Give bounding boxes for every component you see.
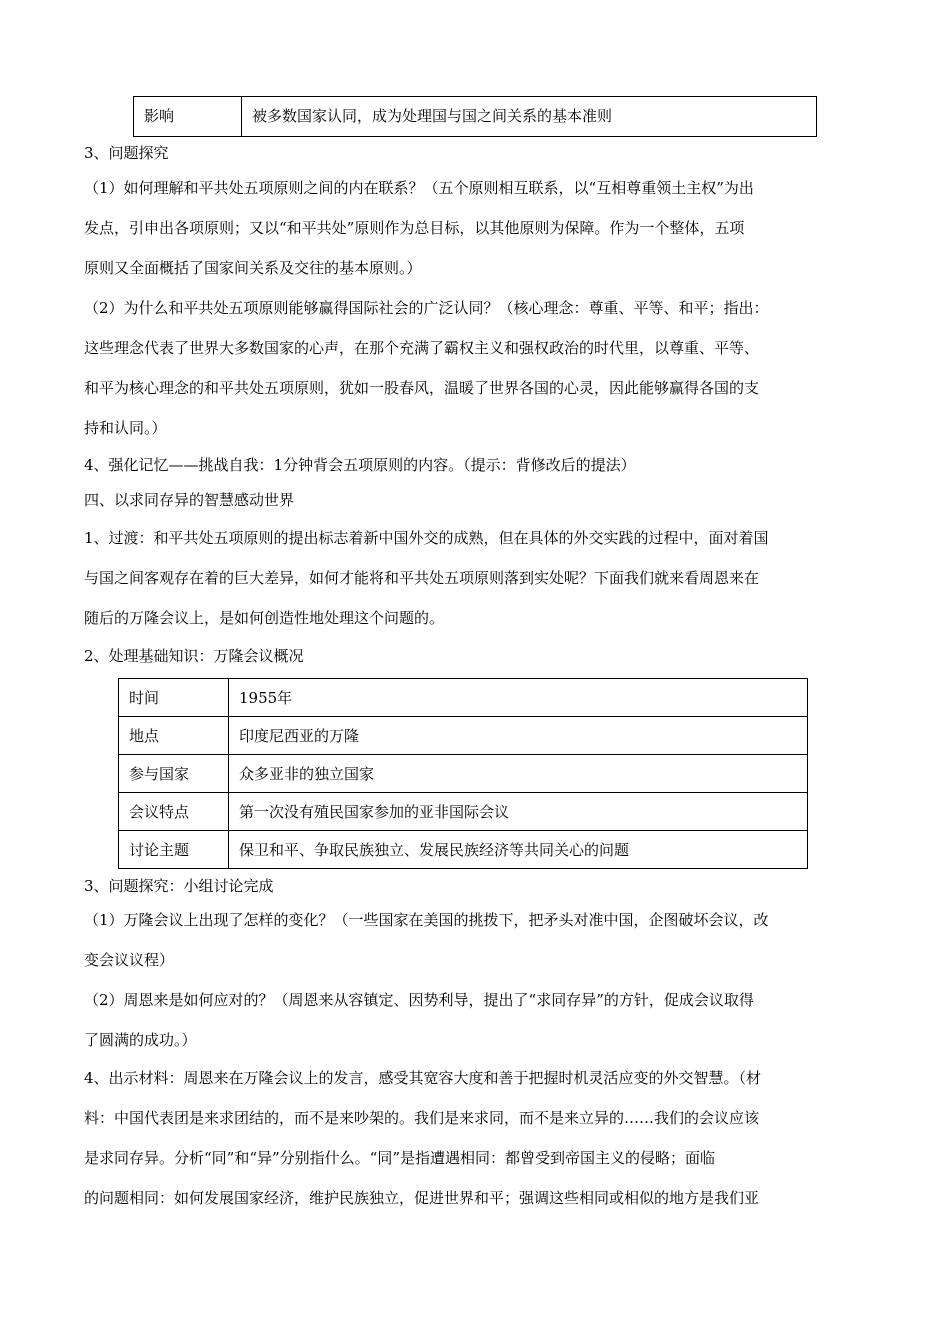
paragraph-line: 这些理念代表了世界大多数国家的心声，在那个充满了霸权主义和强权政治的时代里，以尊重、平等、 (84, 339, 760, 357)
section-heading: 2、处理基础知识：万隆会议概况 (84, 647, 304, 665)
section-heading: 4、强化记忆——挑战自我：1分钟背会五项原则的内容。（提示：背修改后的提法） (84, 456, 636, 474)
paragraph-line: （1）如何理解和平共处五项原则之间的内在联系？（五个原则相互联系，以“互相尊重领土主权”为出 (84, 179, 754, 197)
paragraph-line: （1）万隆会议上出现了怎样的变化？（一些国家在美国的挑拨下，把矛头对准中国，企图破坏会议，改 (84, 911, 769, 929)
table-row (119, 831, 808, 869)
paragraph-line: 发点，引申出各项原则；又以“和平共处”原则作为总目标，以其他原则为保障。作为一个整体，五项 (84, 219, 745, 237)
table-cell-label: 影响 (134, 97, 242, 137)
paragraph-line: 与国之间客观存在着的巨大差异，如何才能将和平共处五项原则落到实处呢？下面我们就来看周恩来在 (84, 569, 760, 587)
table-cell-label: 参与国家 (119, 755, 229, 793)
table-cell-label: 地点 (119, 717, 229, 755)
table-cell-value: 保卫和平、争取民族独立、发展民族经济等共同关心的问题 (229, 831, 808, 869)
paragraph-line: 和平为核心理念的和平共处五项原则，犹如一股春风，温暖了世界各国的心灵，因此能够赢得各国的支 (84, 379, 760, 397)
table-cell-label: 讨论主题 (119, 831, 229, 869)
paragraph-line: 是求同存异。分析“同”和“异”分别指什么。“同”是指遭遇相同：都曾受到帝国主义的侵略；面临 (84, 1149, 716, 1167)
table-row (119, 755, 808, 793)
paragraph-line: 变会议议程） (84, 951, 175, 969)
paragraph-line: （2）周恩来是如何应对的？（周恩来从容镇定、因势利导，提出了“求同存异”的方针，促成会议取得 (84, 991, 754, 1009)
paragraph-line: 随后的万隆会议上，是如何创造性地处理这个问题的。 (84, 609, 445, 627)
paragraph-line: （2）为什么和平共处五项原则能够赢得国际社会的广泛认同？（核心理念：尊重、平等、和平；指出： (84, 299, 769, 317)
table-row (119, 793, 808, 831)
influence-table (133, 96, 817, 137)
table-cell-label: 时间 (119, 679, 229, 717)
paragraph-line: 1、过渡：和平共处五项原则的提出标志着新中国外交的成熟，但在具体的外交实践的过程中，面对着国 (84, 529, 769, 547)
table-row (134, 97, 817, 137)
paragraph-line: 原则又全面概括了国家间关系及交往的基本原则。） (84, 259, 422, 277)
section-heading: 四、以求同存异的智慧感动世界 (84, 491, 295, 509)
table-cell-value: 印度尼西亚的万隆 (229, 717, 808, 755)
section-heading: 3、问题探究 (84, 144, 169, 162)
table-cell-value: 1955年 (229, 679, 808, 717)
paragraph-line: 料：中国代表团是来求团结的，而不是来吵架的。我们是来求同，而不是来立异的……我们的会议应该 (84, 1109, 760, 1127)
paragraph-line: 了圆满的成功。） (84, 1031, 197, 1049)
table-row (119, 679, 808, 717)
table-row (119, 717, 808, 755)
paragraph-line: 的问题相同：如何发展国家经济，维护民族独立，促进世界和平；强调这些相同或相似的地方是我们亚 (84, 1189, 760, 1207)
table-cell-value: 被多数国家认同，成为处理国与国之间关系的基本准则 (242, 97, 817, 137)
section-heading: 3、问题探究：小组讨论完成 (84, 877, 274, 895)
bandung-table (118, 678, 808, 869)
paragraph-line: 4、出示材料：周恩来在万隆会议上的发言，感受其宽容大度和善于把握时机灵活应变的外交智慧。（材 (84, 1069, 762, 1087)
paragraph-line: 持和认同。） (84, 419, 167, 437)
table-cell-label: 会议特点 (119, 793, 229, 831)
table-cell-value: 第一次没有殖民国家参加的亚非国际会议 (229, 793, 808, 831)
table-cell-value: 众多亚非的独立国家 (229, 755, 808, 793)
